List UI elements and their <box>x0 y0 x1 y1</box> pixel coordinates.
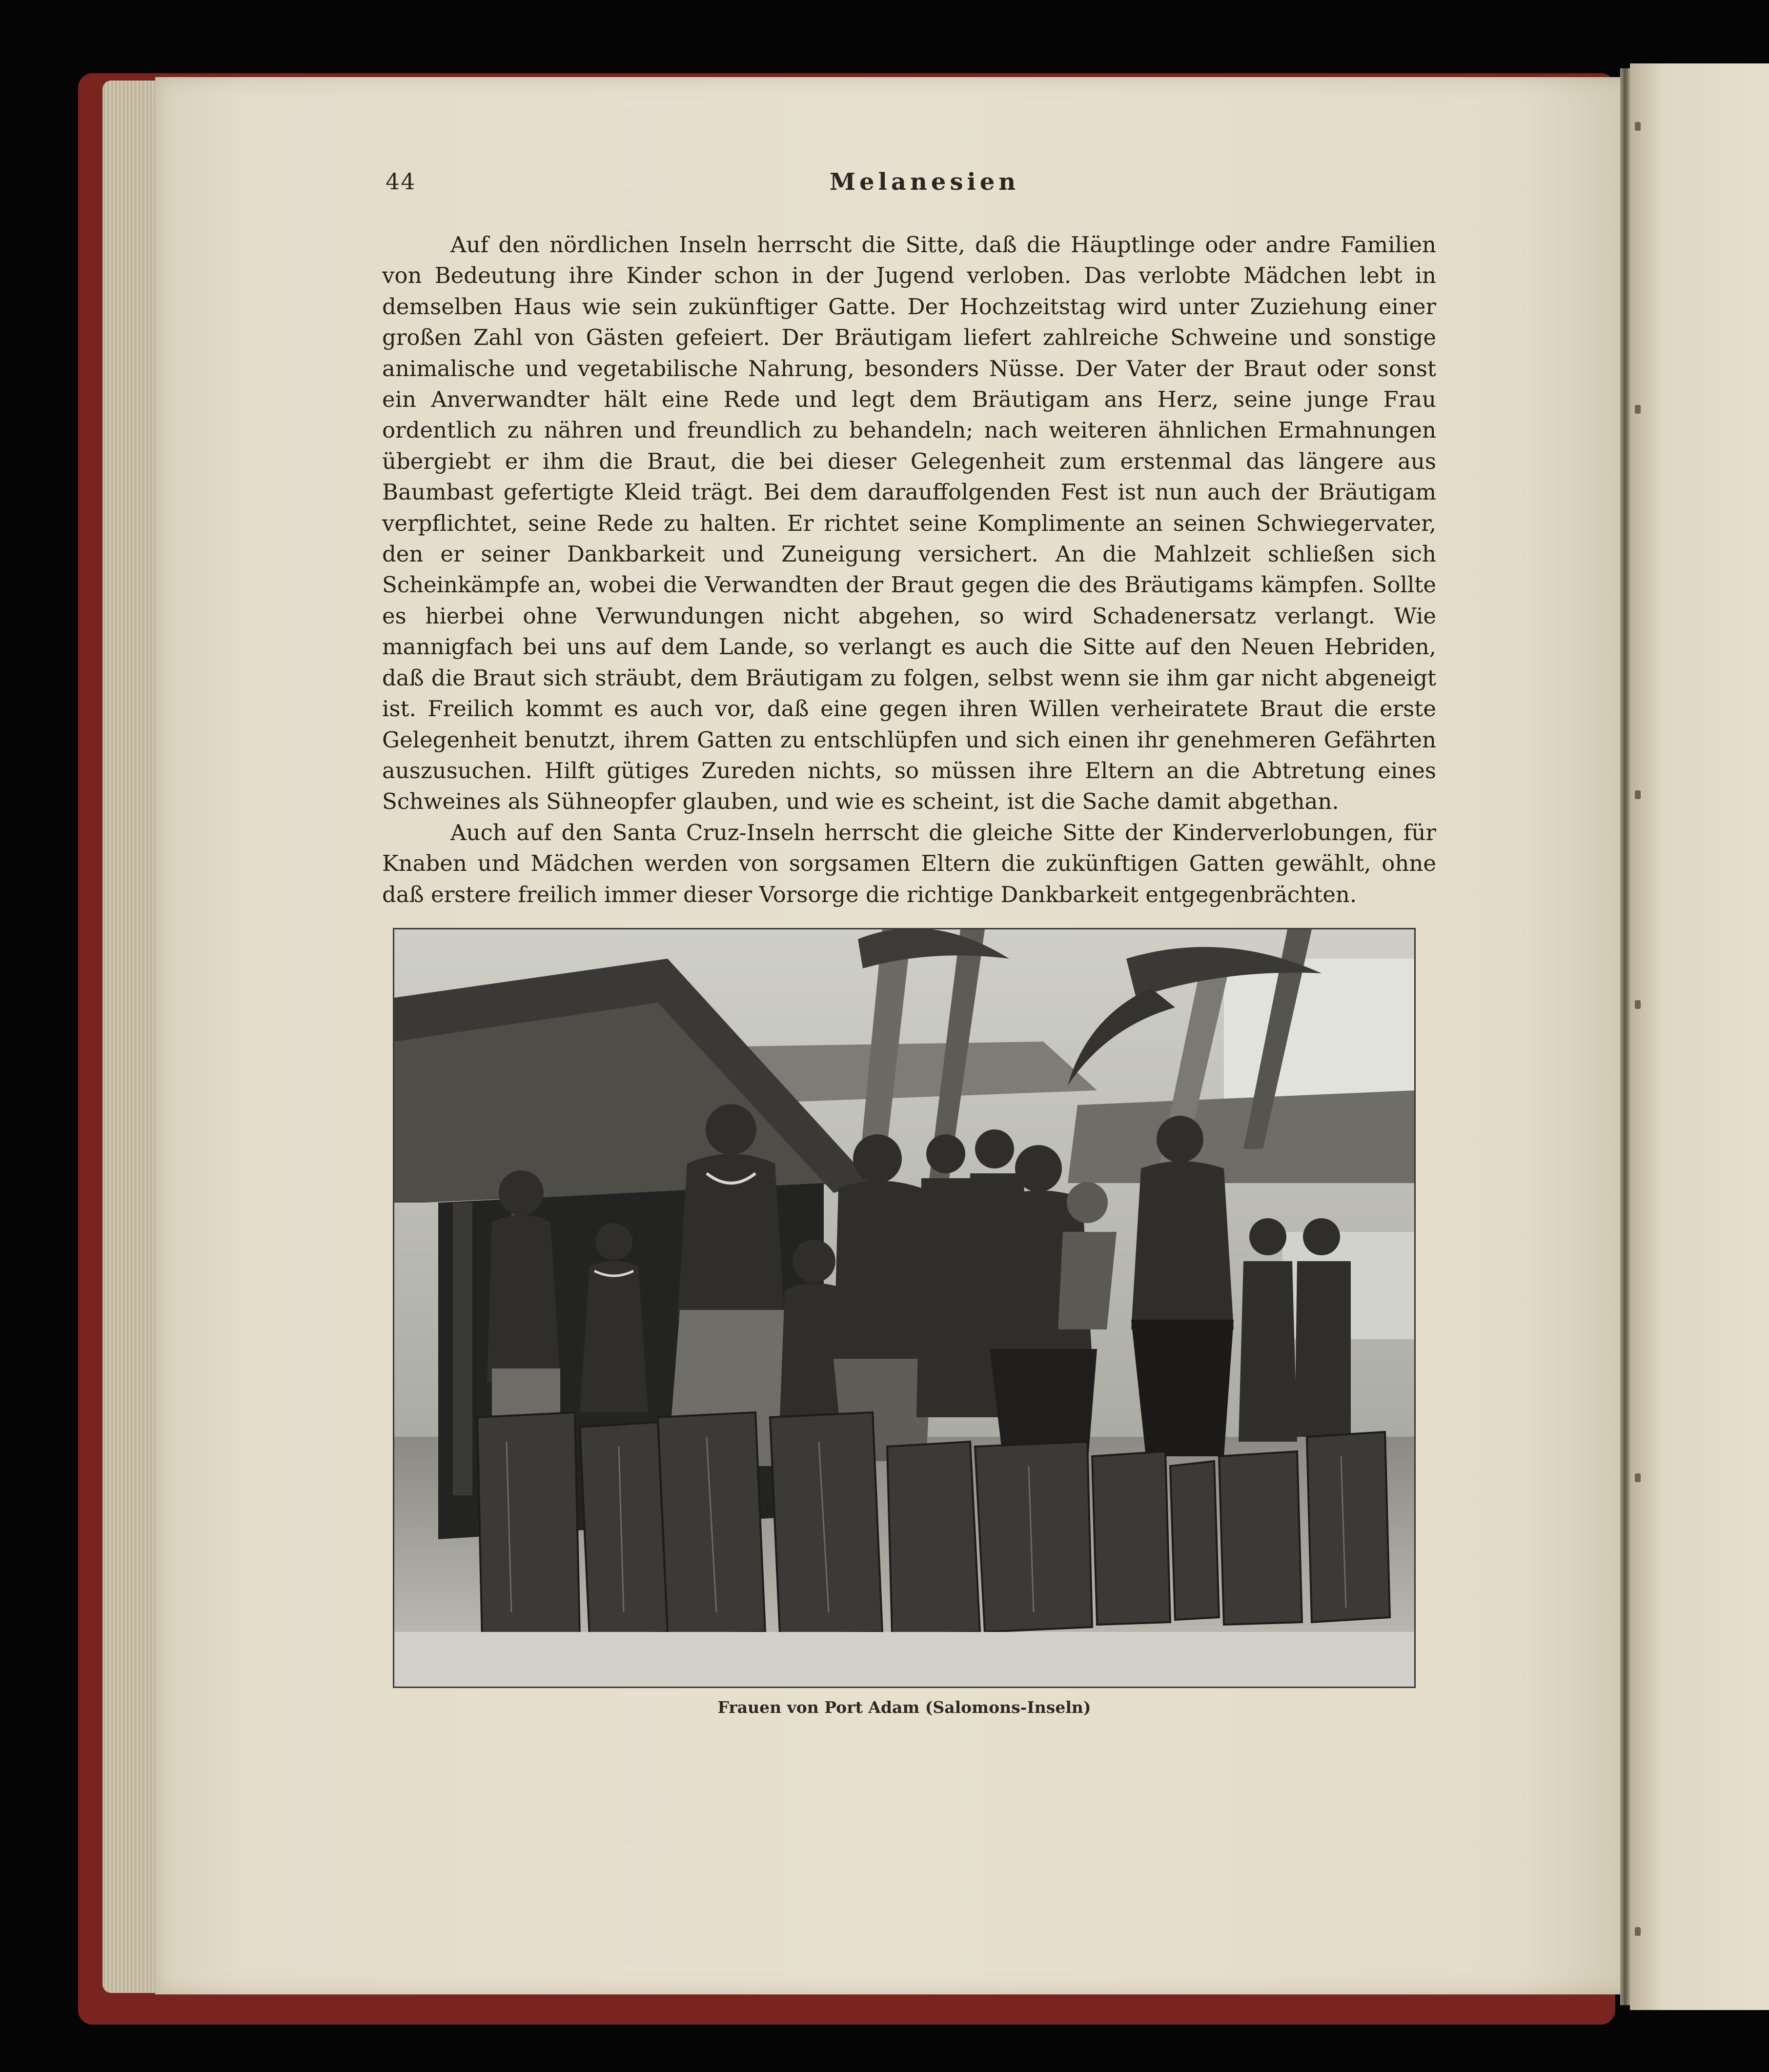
photograph-port-adam-women <box>394 929 1414 1687</box>
book-gutter <box>1620 68 1630 2005</box>
facing-page <box>1630 63 1769 2010</box>
page-number: 44 <box>386 168 416 195</box>
running-title: Melanesien <box>830 168 1020 196</box>
paragraph: Auch auf den Santa Cruz-Inseln herrscht die gleiche Sitte der Kinderverlobungen, für Knaben und Mädchen werden von sorgsamen Eltern die zukünftigen Gatten gewählt, ohne daß erstere freilich immer dieser Vorsorge die richtige Dankbarkeit entgegenbrächten. <box>382 819 1436 907</box>
body-text <box>382 229 1436 910</box>
figure-caption: Frauen von Port Adam (Salomons-Inseln) <box>717 1698 1091 1717</box>
paragraph: Auf den nördlichen Inseln herrscht die Sitte, daß die Häuptlinge oder andre Familien von Bedeutung ihre Kinder schon in der Jugend verloben. Das verlobte Mädchen lebt in demselben Haus wie sein zukünftiger Gatte. Der Hochzeitstag wird unter Zuziehung einer großen Zahl von Gästen gefeiert. Der Bräutigam liefert zahlreiche Schweine und sonstige animalische und vegetabilische Nahrung, besonders Nüsse. Der Vater der Braut oder sonst ein Anverwandter hält eine Rede und legt dem Bräutigam ans Herz, seine junge Frau ordentlich zu nähren und freundlich zu behandeln; nach weiteren ähnlichen Ermahnungen übergiebt er ihm die Braut, die bei dieser Gelegenheit zum erstenmal das längere aus Baumbast gefertigte Kleid trägt. Bei dem darauffolgenden Fest ist nun auch der Bräutigam verpflichtet, seine Rede zu halten. Er richtet seine Komplimente an seinen Schwiegervater, den er seiner Dankbarkeit und Zuneigung versichert. An die Mahlzeit schließen sich Scheinkämpfe an, wobei die Verwandten der Braut gegen die des Bräutigams kämpfen. Sollte es hierbei ohne Verwundungen nicht abgehen, so wird Schadenersatz verlangt. Wie mannigfach bei uns auf dem Lande, so verlangt es auch die Sitte auf den Neuen Hebriden, daß die Braut sich sträubt, dem Bräutigam zu folgen, selbst wenn sie ihm gar nicht abgeneigt ist. Freilich kommt es auch vor, daß eine gegen ihren Willen verheiratete Braut die erste Gelegenheit benutzt, ihrem Gatten zu entschlüpfen und sich einen ihr genehmeren Gefährten auszusuchen. Hilft gütiges Zureden nichts, so müssen ihre Eltern an die Abtretung eines Schweines als Sühneopfer glauben, und wie es scheint, ist die Sache damit abgethan. <box>382 232 1436 815</box>
